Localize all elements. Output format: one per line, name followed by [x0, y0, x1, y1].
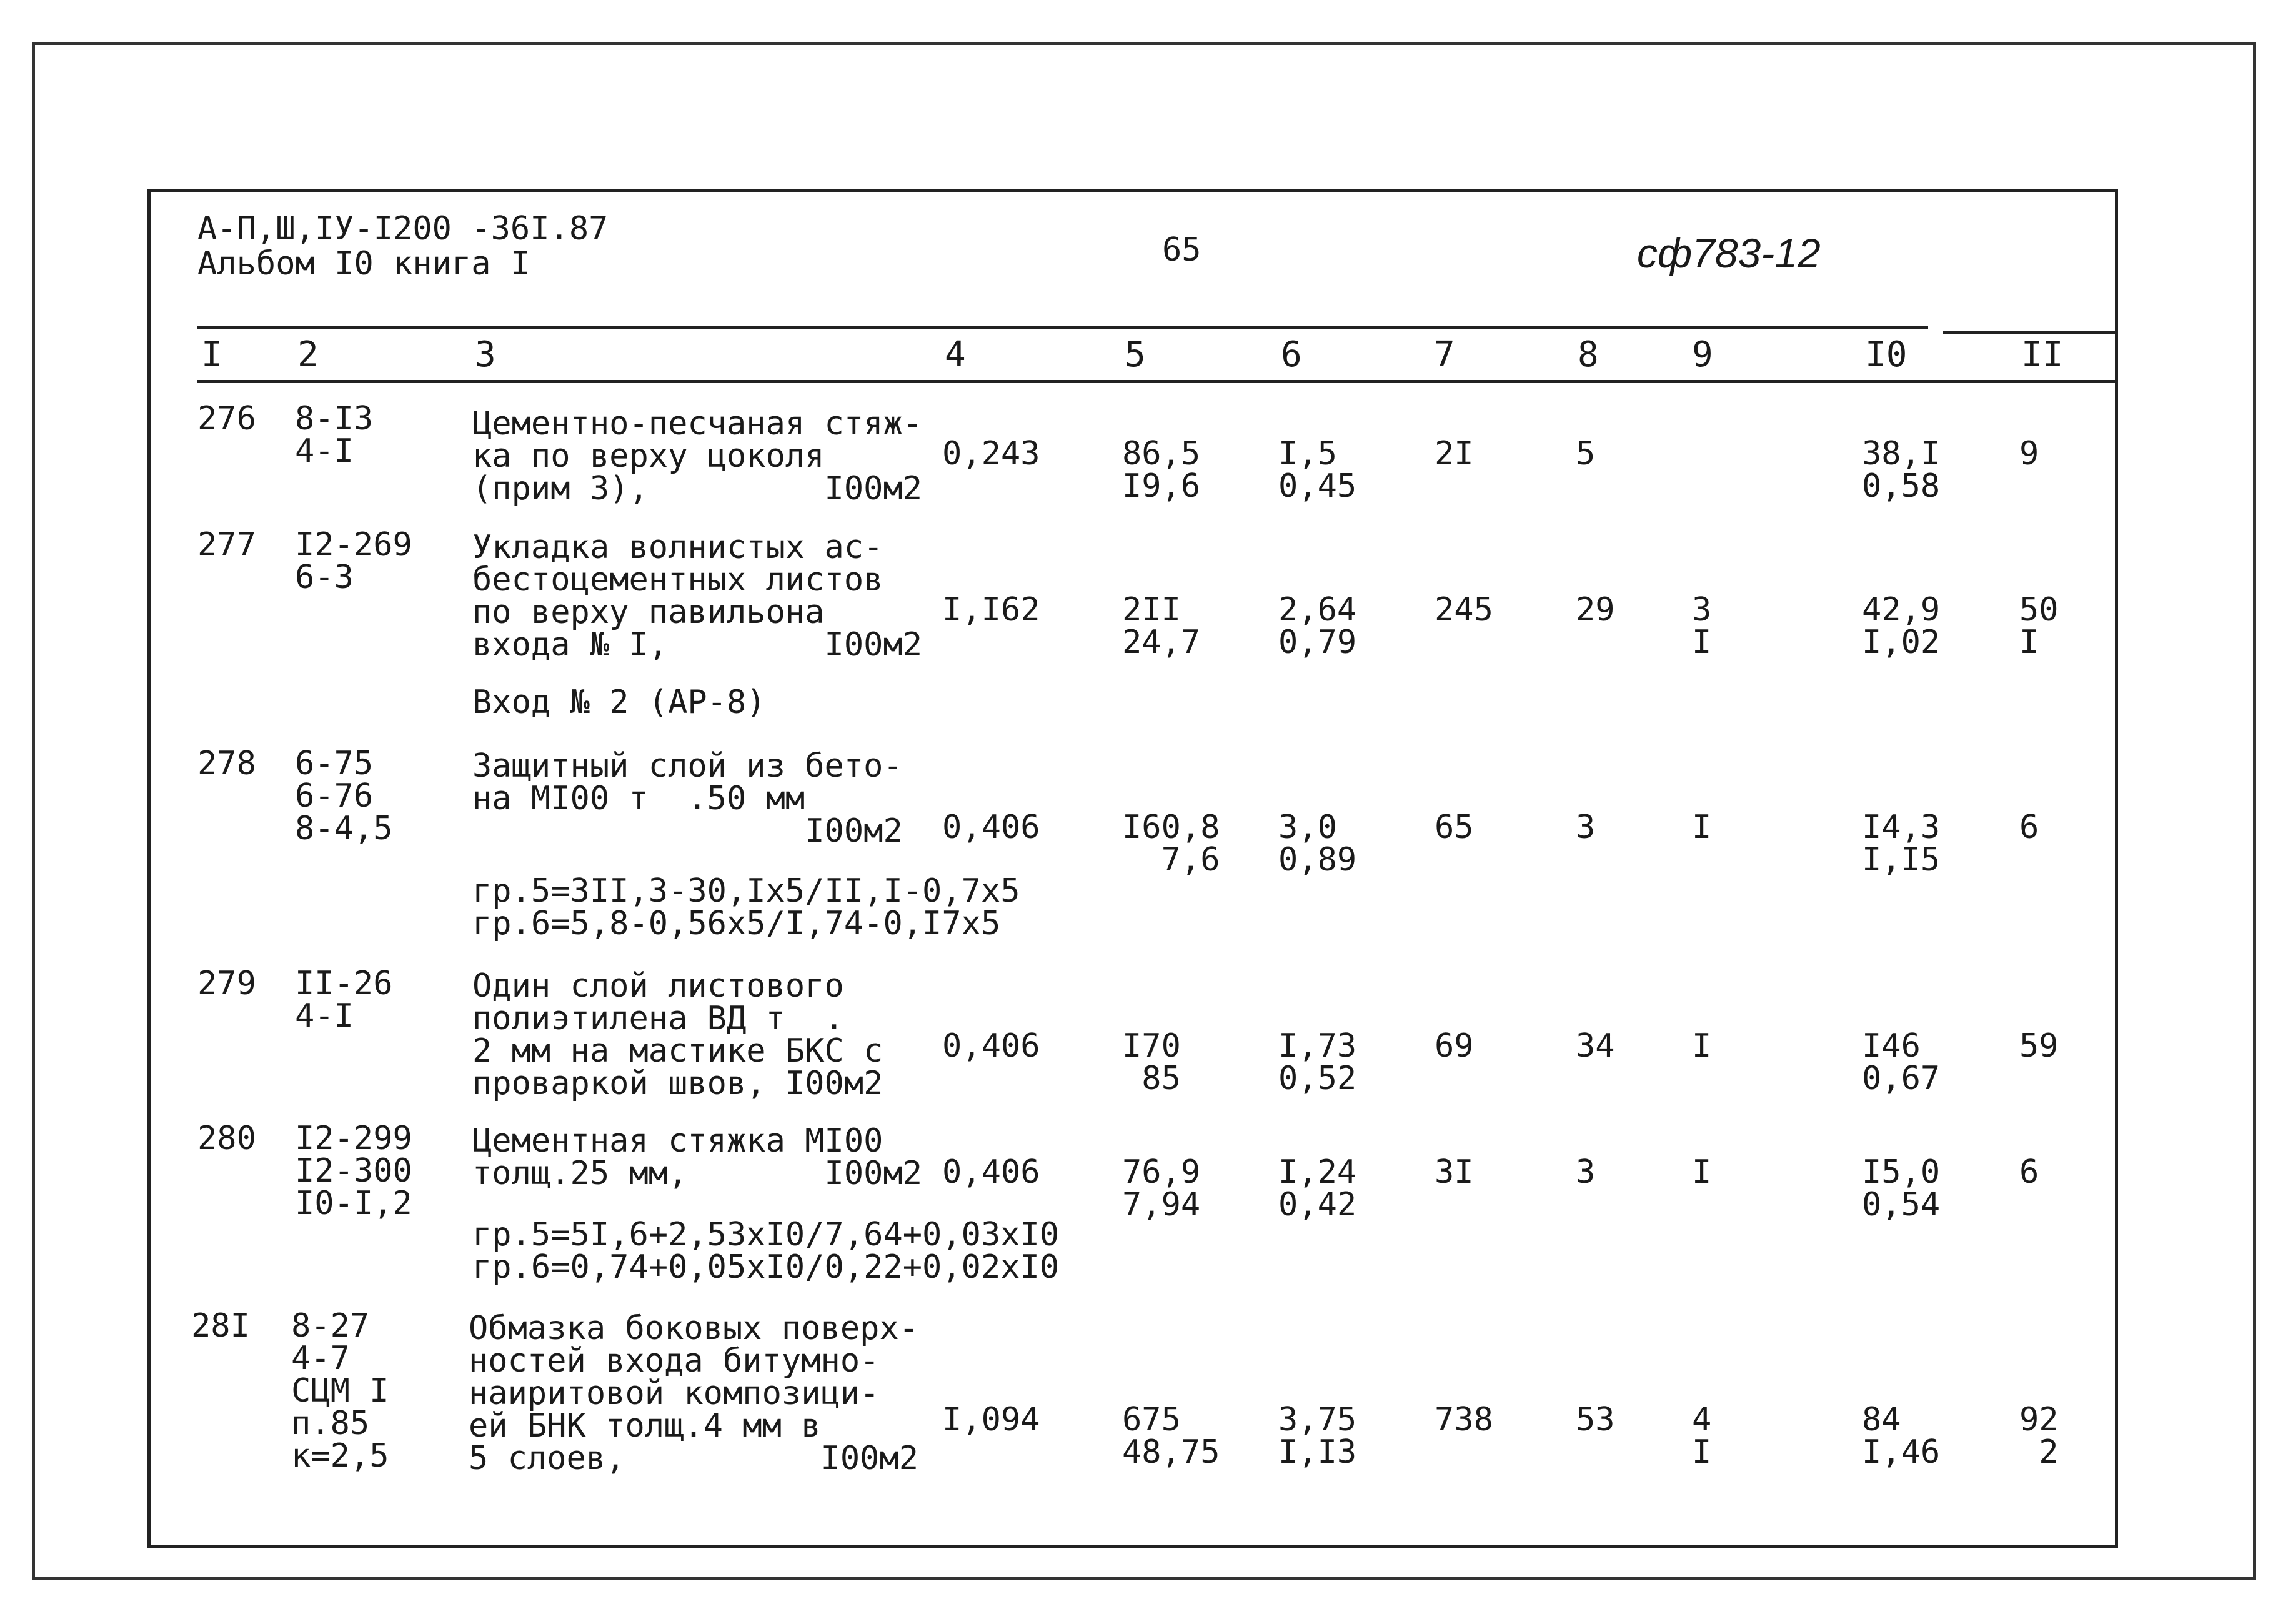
table-row-281-c6: 3,75 I,I3 [1278, 1401, 1357, 1471]
table-row-281-c9: 4 I [1692, 1401, 1712, 1471]
table-top-rule-left [197, 326, 1928, 329]
table-row-280-formula: гр.5=5I,6+2,53хI0/7,64+0,03хI0 гр.6=0,74+0,05хI0/0,22+0,02хI0 [472, 1216, 1060, 1286]
table-row-276-c8: 5 [1576, 435, 1596, 472]
table-row-276-code: 8-I3 4-I [295, 400, 374, 470]
table-row-281-c8: 53 [1576, 1401, 1615, 1438]
table-row-276-c6: I,5 0,45 [1278, 435, 1357, 505]
column-header-7: 7 [1434, 334, 1455, 375]
table-row-280-c6: I,24 0,42 [1278, 1153, 1357, 1223]
table-row-278-c4: 0,406 [942, 809, 1040, 846]
table-row-280-code: I2-299 I2-300 I0-I,2 [295, 1120, 412, 1222]
table-row-278-num: 278 [197, 745, 256, 782]
table-row-280-num: 280 [197, 1120, 256, 1157]
table-row-277-desc: Укладка волнистых ас- бестоцементных листов по верху павильона входа № I, I00м2 [472, 529, 923, 664]
table-row-279-desc: Один слой листового полиэтилена ВД т . 2 мм на мастике БКС с проваркой швов, I00м2 [472, 967, 883, 1102]
column-header-9: 9 [1692, 334, 1713, 375]
column-header-3: 3 [475, 334, 496, 375]
table-row-280-c10: I5,0 0,54 [1862, 1153, 1941, 1223]
table-row-279-c6: I,73 0,52 [1278, 1027, 1357, 1097]
table-row-277-c9: 3 I [1692, 591, 1712, 661]
column-header-6: 6 [1281, 334, 1302, 375]
column-header-8: 8 [1578, 334, 1599, 375]
table-row-277-c8: 29 [1576, 591, 1615, 629]
table-row-278-c5: I60,8 7,6 [1122, 809, 1220, 879]
table-row-278-c9: I [1692, 809, 1712, 846]
table-row-279-c9: I [1692, 1027, 1712, 1065]
table-row-281-c4: I,094 [942, 1401, 1040, 1438]
table-row-276-c5: 86,5 I9,6 [1122, 435, 1201, 505]
document-stamp: сф783-12 [1637, 230, 1821, 276]
table-row-277-c11: 50 I [2019, 591, 2059, 661]
doc-code-line2: Альбом I0 книга I [197, 245, 530, 282]
table-row-279-c7: 69 [1435, 1027, 1474, 1065]
table-row-279-code: II-26 4-I [295, 965, 393, 1035]
table-row-277-c10: 42,9 I,02 [1862, 591, 1941, 661]
section-heading-entrance-2: Вход № 2 (АР-8) [472, 684, 766, 721]
table-row-279-c4: 0,406 [942, 1027, 1040, 1065]
table-header-rule [197, 380, 2118, 383]
table-row-280-c9: I [1692, 1153, 1712, 1191]
table-row-278-c10: I4,3 I,I5 [1862, 809, 1941, 879]
page-number: 65 [1162, 231, 1201, 269]
table-row-280-desc: Цементная стяжка МI00 толщ.25 мм, I00м2 [472, 1122, 923, 1192]
table-row-276-c11: 9 [2019, 435, 2039, 472]
column-header-4: 4 [945, 334, 966, 375]
table-row-281-code: 8-27 4-7 СЦМ I п.85 к=2,5 [291, 1307, 389, 1475]
table-row-281-desc: Обмазка боковых поверх- ностей входа битумно- наиритовой композици- ей БНК толщ.4 мм в 5 слоев, I00м2 [469, 1310, 919, 1477]
table-row-281-c10: 84 I,46 [1862, 1401, 1941, 1471]
table-row-278-desc: Защитный слой из бето- на МI00 т .50 мм I00м2 [472, 747, 903, 850]
table-row-276-desc: Цементно-песчаная стяж- ка по верху цоколя (прим 3), I00м2 [472, 405, 923, 507]
table-row-278-c11: 6 [2019, 809, 2039, 846]
table-row-280-c4: 0,406 [942, 1153, 1040, 1191]
table-row-278-code: 6-75 6-76 8-4,5 [295, 745, 393, 847]
table-row-278-c7: 65 [1435, 809, 1474, 846]
table-row-276-c4: 0,243 [942, 435, 1040, 472]
table-row-277-c7: 245 [1435, 591, 1493, 629]
column-header-11: II [2021, 334, 2064, 375]
table-row-278-c6: 3,0 0,89 [1278, 809, 1357, 879]
table-row-279-c5: I70 85 [1122, 1027, 1181, 1097]
table-row-279-c11: 59 [2019, 1027, 2059, 1065]
doc-code-line1: А-П,Ш,IУ-I200 -36I.87 [197, 210, 609, 247]
table-row-278-formula: гр.5=3II,3-30,Iх5/II,I-0,7х5 гр.6=5,8-0,56х5/I,74-0,I7х5 [472, 872, 1020, 942]
table-row-280-c8: 3 [1576, 1153, 1596, 1191]
table-row-276-c7: 2I [1435, 435, 1474, 472]
table-row-281-c7: 738 [1435, 1401, 1493, 1438]
table-row-279-c10: I46 0,67 [1862, 1027, 1941, 1097]
table-row-276-c10: 38,I 0,58 [1862, 435, 1941, 505]
table-row-280-c7: 3I [1435, 1153, 1474, 1191]
column-header-2: 2 [297, 334, 319, 375]
column-header-5: 5 [1125, 334, 1146, 375]
table-row-280-c11: 6 [2019, 1153, 2039, 1191]
table-row-277-num: 277 [197, 526, 256, 564]
table-row-279-c8: 34 [1576, 1027, 1615, 1065]
table-row-277-c4: I,I62 [942, 591, 1040, 629]
table-row-281-num: 28I [191, 1307, 250, 1345]
table-row-277-c5: 2II 24,7 [1122, 591, 1201, 661]
column-header-1: I [201, 334, 222, 375]
table-row-279-num: 279 [197, 965, 256, 1002]
column-header-10: I0 [1865, 334, 1907, 375]
table-row-276-num: 276 [197, 400, 256, 437]
table-row-277-c6: 2,64 0,79 [1278, 591, 1357, 661]
table-row-277-code: I2-269 6-3 [295, 526, 412, 596]
table-row-278-c8: 3 [1576, 809, 1596, 846]
table-row-280-c5: 76,9 7,94 [1122, 1153, 1201, 1223]
table-row-281-c5: 675 48,75 [1122, 1401, 1220, 1471]
table-row-281-c11: 92 2 [2019, 1401, 2059, 1471]
